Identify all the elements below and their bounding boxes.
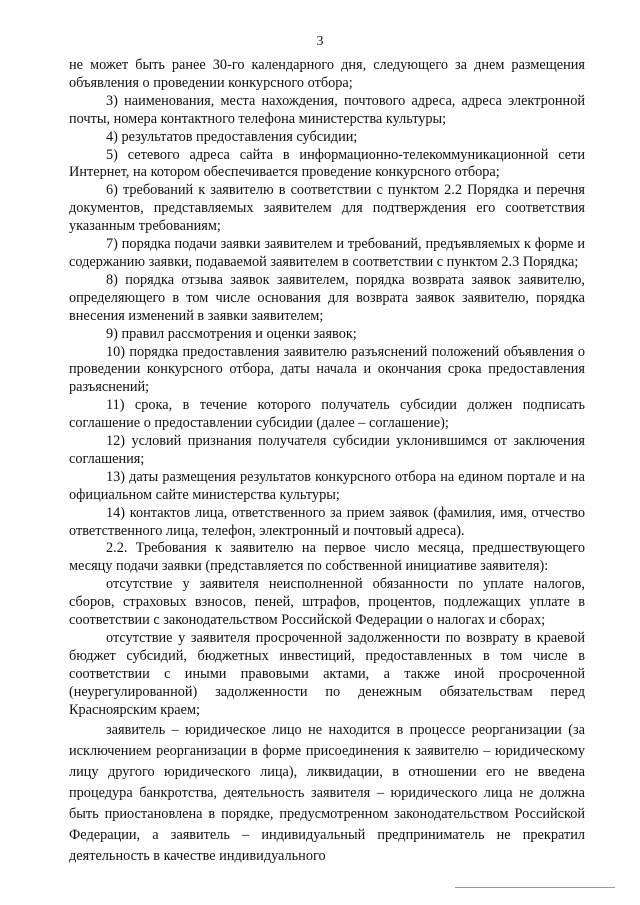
list-item-14: 14) контактов лица, ответственного за прием заявок (фамилия, имя, отчество ответственного лица, телефон, электронный и почтовый адреса). [69, 504, 585, 539]
list-item-6: 6) требований к заявителю в соответствии с пунктом 2.2 Порядка и перечня документов, представляемых заявителем для подтверждения его соответствия указанным требованиям; [69, 182, 585, 235]
page-number: 3 [316, 34, 324, 49]
requirement-no-reorganization: заявитель – юридическое лицо не находится в процессе реорганизации (за исключением реорганизации в форме присоединения к заявителю – юридическому лицу другого юридического лица), ликвидации, в отношении его не введена процедура банкротства, деятельность заявителя – юридического лица не должна быть приостановлена в порядке, предусмотренном законодательством Российской Федерации, а заявитель – индивидуальный предприниматель не прекратил деятельность в качестве индивидуального [69, 721, 585, 864]
section-2-2: 2.2. Требования к заявителю на первое число месяца, предшествующего месяцу подачи заявки (представляется по собственной инициативе заявителя): [69, 540, 585, 575]
requirement-no-tax-debt: отсутствие у заявителя неисполненной обязанности по уплате налогов, сборов, страховых взносов, пеней, штрафов, процентов, подлежащих уплате в соответствии с законодательством Российской Федерации о налогах и сборах; [69, 576, 585, 629]
list-item-3: 3) наименования, места нахождения, почтового адреса, адреса электронной почты, номера контактного телефона министерства культуры; [69, 92, 585, 127]
list-item-13: 13) даты размещения результатов конкурсного отбора на едином портале и на официальном сайте министерства культуры; [69, 468, 585, 503]
document-body [69, 57, 585, 867]
scan-edge-line [455, 887, 615, 888]
requirement-no-overdue-debt: отсутствие у заявителя просроченной задолженности по возврату в краевой бюджет субсидий, бюджетных инвестиций, предоставленных в том числе в соответствии с иными правовыми актами, а также иной просроченной (неурегулированной) задолженности по денежным обязательствам перед Красноярским краем; [69, 630, 585, 718]
list-item-8: 8) порядка отзыва заявок заявителем, порядка возврата заявок заявителю, определяющего в том числе основания для возврата заявок заявителю, порядка внесения изменений в заявки заявителем; [69, 271, 585, 324]
paragraph-continuation: не может быть ранее 30-го календарного дня, следующего за днем размещения объявления о проведении конкурсного отбора; [69, 57, 585, 91]
list-item-12: 12) условий признания получателя субсидии уклонившимся от заключения соглашения; [69, 433, 585, 467]
list-item-10: 10) порядка предоставления заявителю разъяснений положений объявления о проведении конкурсного отбора, даты начала и окончания срока предоставления разъяснений; [69, 343, 585, 396]
list-item-5: 5) сетевого адреса сайта в информационно-телекоммуникационной сети Интернет, на котором обеспечивается проведение конкурсного отбора; [69, 146, 585, 181]
list-item-7: 7) порядка подачи заявки заявителем и требований, предъявляемых к форме и содержанию заявки, подаваемой заявителем в соответствии с пунктом 2.3 Порядка; [69, 236, 585, 270]
list-item-4: 4) результатов предоставления субсидии; [106, 128, 358, 145]
list-item-9: 9) правил рассмотрения и оценки заявок; [106, 325, 357, 342]
list-item-11: 11) срока, в течение которого получатель субсидии должен подписать соглашение о предоставлении субсидии (далее – соглашение); [69, 397, 585, 432]
